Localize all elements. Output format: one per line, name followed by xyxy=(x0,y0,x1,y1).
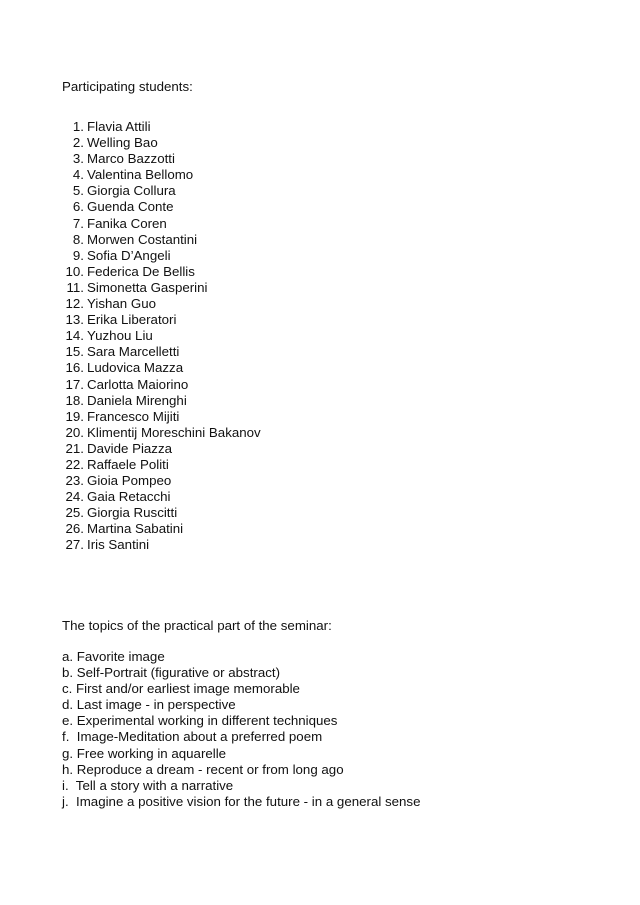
topics-list xyxy=(62,649,420,810)
topic-item: e. Experimental working in different techniques xyxy=(62,713,338,729)
student-name: Simonetta Gasperini xyxy=(87,279,208,295)
student-number: 17. xyxy=(65,376,84,392)
student-item xyxy=(62,537,261,553)
student-item xyxy=(62,183,261,199)
topic-item: f. Image-Meditation about a preferred poem xyxy=(62,729,323,745)
student-number: 11. xyxy=(66,279,84,295)
student-number: 18. xyxy=(65,392,84,408)
student-name: Guenda Conte xyxy=(87,199,174,215)
student-name: Davide Piazza xyxy=(87,440,172,456)
student-number: 26. xyxy=(65,521,84,537)
student-item xyxy=(62,296,261,312)
student-item xyxy=(62,248,261,264)
student-number: 7. xyxy=(72,215,84,231)
student-item xyxy=(62,312,261,328)
student-item xyxy=(62,377,261,393)
student-name: Carlotta Maiorino xyxy=(87,376,189,392)
student-name: Gioia Pompeo xyxy=(87,473,172,489)
student-name: Sofia D’Angeli xyxy=(87,247,171,263)
student-item xyxy=(62,280,261,296)
topic-item: c. First and/or earliest image memorable xyxy=(62,681,300,697)
student-number: 15. xyxy=(65,344,84,360)
student-name: Iris Santini xyxy=(87,537,150,553)
student-name: Ludovica Mazza xyxy=(87,360,184,376)
topic-item: j. Imagine a positive vision for the future - in a general sense xyxy=(62,793,421,809)
student-number: 9. xyxy=(72,247,84,263)
student-name: Morwen Costantini xyxy=(87,231,198,247)
student-item xyxy=(62,489,261,505)
topic-item: i. Tell a story with a narrative xyxy=(62,777,234,793)
topics-heading: The topics of the practical part of the seminar: xyxy=(62,618,332,633)
student-item xyxy=(62,216,261,232)
student-name: Raffaele Politi xyxy=(87,456,169,472)
student-number: 27. xyxy=(65,537,84,553)
student-name: Giorgia Collura xyxy=(87,183,176,199)
student-number: 5. xyxy=(72,183,84,199)
student-item xyxy=(62,457,261,473)
topic-item: d. Last image - in perspective xyxy=(62,697,236,713)
student-number: 1. xyxy=(72,119,84,134)
students-list xyxy=(62,119,261,554)
student-number: 20. xyxy=(65,424,84,440)
student-item xyxy=(62,135,261,151)
topic-item: g. Free working in aquarelle xyxy=(62,745,227,761)
student-item xyxy=(62,425,261,441)
student-name: Sara Marcelletti xyxy=(87,344,180,360)
topic-item: a. Favorite image xyxy=(62,649,165,664)
student-item xyxy=(62,360,261,376)
student-number: 10. xyxy=(65,263,84,279)
student-name: Giorgia Ruscitti xyxy=(87,505,178,521)
student-item xyxy=(62,264,261,280)
student-item xyxy=(62,393,261,409)
student-name: Marco Bazzotti xyxy=(87,151,175,167)
student-number: 21. xyxy=(65,440,84,456)
student-name: Gaia Retacchi xyxy=(87,489,171,505)
student-name: Valentina Bellomo xyxy=(87,167,194,183)
topic-item: h. Reproduce a dream - recent or from long ago xyxy=(62,761,344,777)
student-number: 3. xyxy=(72,151,84,167)
student-name: Welling Bao xyxy=(87,135,158,151)
student-number: 13. xyxy=(65,312,84,328)
student-number: 14. xyxy=(65,328,84,344)
student-number: 25. xyxy=(65,505,84,521)
student-item xyxy=(62,441,261,457)
student-number: 16. xyxy=(65,360,84,376)
student-name: Klimentij Moreschini Bakanov xyxy=(87,424,261,440)
student-item xyxy=(62,119,261,135)
student-name: Erika Liberatori xyxy=(87,312,177,328)
student-item xyxy=(62,344,261,360)
student-item xyxy=(62,167,261,183)
student-number: 4. xyxy=(72,167,84,183)
student-item xyxy=(62,199,261,215)
student-item xyxy=(62,151,261,167)
student-name: Yishan Guo xyxy=(87,296,156,312)
student-name: Daniela Mirenghi xyxy=(87,392,187,408)
student-number: 2. xyxy=(72,135,84,151)
student-number: 23. xyxy=(65,473,84,489)
student-item xyxy=(62,328,261,344)
student-name: Martina Sabatini xyxy=(87,521,184,537)
student-item xyxy=(62,505,261,521)
student-number: 24. xyxy=(65,489,84,505)
student-number: 6. xyxy=(72,199,84,215)
student-name: Flavia Attili xyxy=(87,119,151,134)
student-name: Francesco Mijiti xyxy=(87,408,180,424)
student-number: 19. xyxy=(65,408,84,424)
student-item xyxy=(62,473,261,489)
student-number: 22. xyxy=(65,456,84,472)
student-number: 8. xyxy=(72,231,84,247)
student-item xyxy=(62,409,261,425)
student-name: Federica De Bellis xyxy=(87,263,195,279)
student-number: 12. xyxy=(65,296,84,312)
students-heading: Participating students: xyxy=(62,79,193,94)
student-name: Yuzhou Liu xyxy=(87,328,153,344)
topic-item: b. Self-Portrait (figurative or abstract) xyxy=(62,665,280,681)
student-item xyxy=(62,232,261,248)
student-item xyxy=(62,521,261,537)
student-name: Fanika Coren xyxy=(87,215,167,231)
